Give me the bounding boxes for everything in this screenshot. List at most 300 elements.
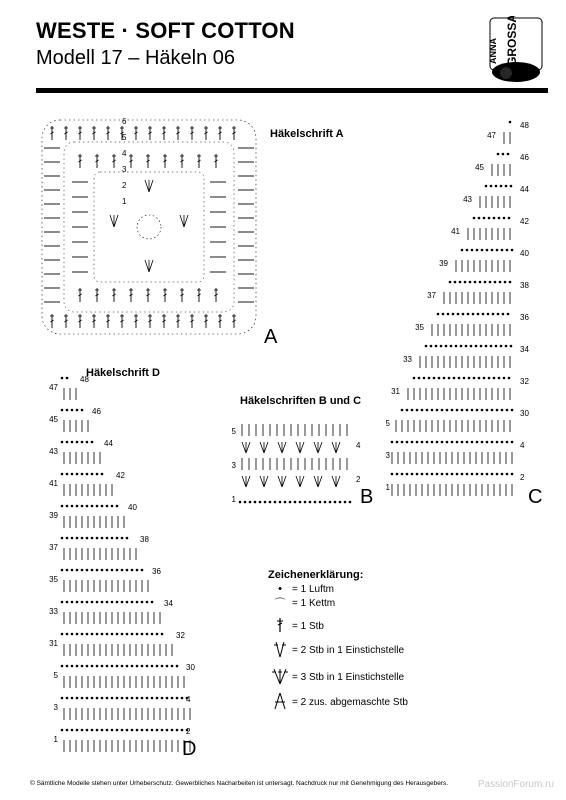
row-number: 39 [49, 511, 58, 520]
chain-mark [279, 501, 282, 504]
row-number: 32 [520, 377, 529, 386]
chain-mark [481, 409, 484, 412]
chain-mark [176, 665, 179, 668]
row-number: 42 [520, 217, 529, 226]
chain-mark [487, 313, 490, 316]
legend-title: Zeichenerklärung: [268, 569, 364, 581]
chain-mark [456, 409, 459, 412]
chain-mark [334, 501, 337, 504]
chain-mark [146, 697, 149, 700]
chain-mark [116, 729, 119, 732]
chain-mark [76, 633, 79, 636]
chain-mark [86, 633, 89, 636]
row-number: 38 [520, 281, 529, 290]
chain-mark [480, 345, 483, 348]
chain-mark [476, 441, 479, 444]
chain-mark [121, 537, 124, 540]
chain-mark [478, 377, 481, 380]
chain-mark [481, 249, 484, 252]
chain-mark [339, 501, 342, 504]
row-number: 43 [463, 195, 472, 204]
chain-mark [76, 569, 79, 572]
row-number: 5 [231, 427, 236, 436]
chain-mark [435, 345, 438, 348]
chain-mark [151, 697, 154, 700]
chain-mark [460, 345, 463, 348]
chain-mark [503, 377, 506, 380]
row-number: 46 [520, 153, 529, 162]
chain-mark [76, 601, 79, 604]
chain-mark [181, 697, 184, 700]
chain-mark [436, 409, 439, 412]
chain-mark [433, 377, 436, 380]
stitch-mark [114, 215, 118, 227]
legend-row: = 3 Stb in 1 Einstichstelle [268, 667, 468, 688]
chain-mark [506, 473, 509, 476]
row-number: 6 [122, 117, 127, 126]
stitch-mark [282, 476, 286, 487]
chain-mark [426, 473, 429, 476]
chain-mark [416, 441, 419, 444]
watermark: PassionForum.ru [477, 779, 554, 790]
chain-mark [416, 409, 419, 412]
header-rule [36, 88, 548, 93]
chain-mark [61, 537, 64, 540]
chain-mark [61, 633, 64, 636]
chain-mark [126, 537, 129, 540]
chain-mark [96, 665, 99, 668]
chain-mark [171, 729, 174, 732]
chain-mark [496, 473, 499, 476]
chain-mark [151, 601, 154, 604]
stitch-mark [149, 260, 153, 272]
stitch-mark [336, 476, 340, 487]
chain-mark [497, 313, 500, 316]
chain-mark [481, 473, 484, 476]
row-number: 41 [451, 227, 460, 236]
chain-mark [71, 601, 74, 604]
chain-mark [66, 665, 69, 668]
stitch-mark [314, 442, 318, 453]
chain-mark [101, 537, 104, 540]
chart-d-label: Häkelschrift D [86, 367, 160, 379]
chart-c-letter: C [528, 486, 543, 508]
chain-mark [66, 505, 69, 508]
row-number: 44 [520, 185, 529, 194]
copyright-note: © Sämtliche Modelle stehen unter Urheberschutz. Gewerbliches Nacharbeiten ist untersagt. Nachdruck nur mit Genehmigung des Herausgebers. [30, 780, 449, 787]
chain-mark [126, 697, 129, 700]
chain-mark [511, 409, 514, 412]
stitch-mark [242, 442, 246, 453]
chain-mark [319, 501, 322, 504]
chain-mark [426, 409, 429, 412]
row-number: 30 [186, 663, 195, 672]
stitch-mark [336, 442, 340, 453]
chain-mark [431, 441, 434, 444]
chain-mark [490, 345, 493, 348]
row-number: 2 [186, 727, 191, 736]
chain-mark [452, 313, 455, 316]
chain-mark [502, 313, 505, 316]
stb-icon [268, 617, 292, 636]
chain-mark [421, 441, 424, 444]
chain-mark [456, 441, 459, 444]
chain-mark [421, 473, 424, 476]
chain-mark [61, 441, 64, 444]
stitch-mark [149, 180, 153, 192]
chain-mark [81, 505, 84, 508]
chart-d-diagram [40, 366, 200, 766]
chain-mark [131, 601, 134, 604]
chain-mark [471, 441, 474, 444]
chain-mark [466, 249, 469, 252]
chain-mark [121, 665, 124, 668]
legend-row: = 2 Stb in 1 Einstichstelle [268, 640, 468, 661]
chain-mark [406, 473, 409, 476]
chain-mark [413, 377, 416, 380]
row-number: 39 [439, 259, 448, 268]
chain-mark [66, 697, 69, 700]
chain-mark [507, 313, 510, 316]
chain-mark [176, 697, 179, 700]
chain-mark [477, 313, 480, 316]
chain-mark [166, 665, 169, 668]
chain-mark [486, 441, 489, 444]
chain-mark [461, 409, 464, 412]
row-number: 37 [49, 543, 58, 552]
chain-mark [91, 505, 94, 508]
chain-mark [106, 665, 109, 668]
chain-mark [510, 185, 513, 188]
chain-mark [66, 441, 69, 444]
chain-mark [141, 569, 144, 572]
chain-mark [349, 501, 352, 504]
chain-mark [86, 665, 89, 668]
chain-mark [61, 409, 64, 412]
row-number: 2 [356, 475, 361, 484]
chain-mark [495, 345, 498, 348]
chain-mark [391, 441, 394, 444]
chain-mark [495, 185, 498, 188]
stitch-mark [332, 476, 336, 487]
chain-mark [101, 505, 104, 508]
chain-mark [71, 665, 74, 668]
chain-mark [488, 217, 491, 220]
chain-mark [446, 441, 449, 444]
chain-mark [486, 249, 489, 252]
chain-mark [496, 409, 499, 412]
chain-mark [101, 569, 104, 572]
chart-c-diagram [380, 112, 543, 510]
chain-mark [106, 505, 109, 508]
chain-mark [309, 501, 312, 504]
chain-mark [156, 665, 159, 668]
chain-mark [76, 409, 79, 412]
chain-mark [116, 569, 119, 572]
chain-mark [505, 345, 508, 348]
chain-mark [121, 729, 124, 732]
row-number: 42 [116, 471, 125, 480]
chain-mark [501, 249, 504, 252]
chain-mark [289, 501, 292, 504]
chain-mark [71, 473, 74, 476]
chain-mark [465, 345, 468, 348]
chain-mark [86, 505, 89, 508]
chain-mark [116, 665, 119, 668]
chain-mark [461, 473, 464, 476]
chain-mark [76, 473, 79, 476]
chain-mark [116, 601, 119, 604]
chain-mark [91, 569, 94, 572]
stitch-mark [260, 442, 264, 453]
chain-mark [401, 409, 404, 412]
chain-mark [456, 473, 459, 476]
chain-mark [450, 345, 453, 348]
chain-mark [451, 473, 454, 476]
chain-mark [106, 697, 109, 700]
row-number: 34 [164, 599, 173, 608]
chain-mark [91, 473, 94, 476]
chain-mark [462, 313, 465, 316]
stitch-mark [318, 442, 322, 453]
chain-mark [455, 345, 458, 348]
chain-mark [269, 501, 272, 504]
chain-mark [411, 441, 414, 444]
chain-mark [126, 633, 129, 636]
chain-mark [111, 569, 114, 572]
chain-mark [141, 633, 144, 636]
chain-mark [91, 633, 94, 636]
chain-mark [510, 345, 513, 348]
chain-mark [423, 377, 426, 380]
chain-mark [71, 537, 74, 540]
chain-mark [86, 441, 89, 444]
chain-mark [470, 345, 473, 348]
chain-mark [91, 441, 94, 444]
stitch-mark [246, 476, 250, 487]
chain-mark [244, 501, 247, 504]
chain-mark [401, 441, 404, 444]
chain-mark [71, 633, 74, 636]
chain-mark [116, 505, 119, 508]
stitch-mark [260, 476, 264, 487]
chain-mark [96, 601, 99, 604]
chain-mark [141, 665, 144, 668]
chain-mark [71, 409, 74, 412]
chain-mark [141, 729, 144, 732]
chain-mark [411, 473, 414, 476]
row-number: 31 [391, 387, 400, 396]
chain-mark [466, 409, 469, 412]
chain-mark [156, 633, 159, 636]
legend-row: • = 1 Luftm [268, 583, 468, 595]
chart-d-letter: D [182, 738, 197, 760]
chain-mark [254, 501, 257, 504]
chain-mark [458, 377, 461, 380]
chain-mark [86, 729, 89, 732]
chain-mark [476, 249, 479, 252]
chain-mark [86, 537, 89, 540]
row-number: 1 [122, 197, 127, 206]
chain-mark [161, 633, 164, 636]
chain-mark [441, 441, 444, 444]
row-number: 1 [385, 483, 390, 492]
chain-mark [421, 409, 424, 412]
legend-row: ⌒ = 1 Kettm [268, 595, 468, 611]
chain-mark [171, 665, 174, 668]
chain-mark [486, 409, 489, 412]
row-number: 33 [49, 607, 58, 616]
chain-mark [471, 409, 474, 412]
chain-mark [131, 665, 134, 668]
chain-mark [478, 217, 481, 220]
chain-mark [449, 281, 452, 284]
chain-mark [396, 441, 399, 444]
chain-mark [71, 569, 74, 572]
chain-mark [106, 537, 109, 540]
row-number: 38 [140, 535, 149, 544]
chain-mark [156, 729, 159, 732]
chain-mark [86, 601, 89, 604]
chain-mark [396, 473, 399, 476]
chain-mark [344, 501, 347, 504]
chart-b-diagram [226, 418, 366, 510]
chain-mark [146, 601, 149, 604]
chain-mark [71, 729, 74, 732]
chain-mark [66, 729, 69, 732]
chain-mark [86, 569, 89, 572]
row-number: 35 [49, 575, 58, 584]
stitch-mark [184, 215, 188, 227]
legend [268, 569, 468, 713]
chain-mark [264, 501, 267, 504]
chain-mark [476, 409, 479, 412]
chain-mark [441, 473, 444, 476]
chain-mark [81, 697, 84, 700]
chain-mark [482, 313, 485, 316]
chain-mark [146, 729, 149, 732]
chain-mark [121, 601, 124, 604]
chain-mark [249, 501, 252, 504]
chain-mark [91, 729, 94, 732]
chain-mark [508, 377, 511, 380]
row-number: 4 [356, 441, 361, 450]
chain-mark [438, 377, 441, 380]
chain-mark [71, 505, 74, 508]
chain-mark [156, 697, 159, 700]
chain-mark [61, 729, 64, 732]
chain-mark [329, 501, 332, 504]
stitch-mark [145, 260, 149, 272]
decrease-icon [268, 692, 292, 713]
chain-mark [126, 569, 129, 572]
chain-mark [466, 441, 469, 444]
row-number: 5 [122, 133, 127, 142]
chain-mark [66, 569, 69, 572]
round-outline [64, 142, 234, 312]
chain-mark [111, 665, 114, 668]
chain-mark [418, 377, 421, 380]
chain-mark [511, 473, 514, 476]
chain-mark [126, 665, 129, 668]
row-number: 43 [49, 447, 58, 456]
row-number: 3 [231, 461, 236, 470]
row-number: 3 [385, 451, 390, 460]
chart-b-letter: B [360, 486, 374, 508]
row-number: 47 [49, 383, 58, 392]
stitch-mark [296, 442, 300, 453]
chain-mark [61, 505, 64, 508]
row-number: 5 [53, 671, 58, 680]
chain-mark [446, 473, 449, 476]
chain-mark [299, 501, 302, 504]
stitch-mark [264, 442, 268, 453]
chain-mark [76, 505, 79, 508]
stitch-mark [264, 476, 268, 487]
chain-mark [141, 697, 144, 700]
chain-mark [509, 121, 512, 124]
chain-mark [314, 501, 317, 504]
chain-mark [479, 281, 482, 284]
chain-mark [106, 729, 109, 732]
chain-mark [500, 185, 503, 188]
chain-mark [401, 473, 404, 476]
chain-mark [469, 281, 472, 284]
row-number: 30 [520, 409, 529, 418]
chain-mark [81, 473, 84, 476]
stitch-mark [246, 442, 250, 453]
chain-mark [501, 409, 504, 412]
chain-mark [457, 313, 460, 316]
chain-mark [106, 601, 109, 604]
three-stb-icon [268, 667, 292, 688]
chain-mark [161, 697, 164, 700]
chain-mark [116, 697, 119, 700]
chain-mark [61, 473, 64, 476]
row-number: 35 [415, 323, 424, 332]
stitch-mark [278, 476, 282, 487]
stitch-mark [318, 476, 322, 487]
arc-icon: ⌒ [274, 598, 286, 610]
chain-mark [391, 473, 394, 476]
chain-mark [239, 501, 242, 504]
chain-mark [71, 441, 74, 444]
stitch-mark [300, 476, 304, 487]
chain-mark [91, 601, 94, 604]
row-number: 36 [152, 567, 161, 576]
chain-mark [454, 281, 457, 284]
chain-mark [489, 281, 492, 284]
chain-mark [96, 729, 99, 732]
chart-a-letter: A [264, 326, 278, 348]
chain-mark [81, 601, 84, 604]
chain-mark [494, 281, 497, 284]
chain-mark [151, 665, 154, 668]
chain-mark [101, 601, 104, 604]
svg-text:ANNA: ANNA [488, 38, 498, 64]
chain-mark [76, 697, 79, 700]
chain-mark [490, 185, 493, 188]
chain-mark [484, 281, 487, 284]
row-number: 37 [427, 291, 436, 300]
chain-mark [501, 473, 504, 476]
page-subtitle: Modell 17 – Häkeln 06 [36, 47, 236, 69]
chain-mark [473, 377, 476, 380]
chain-mark [507, 153, 510, 156]
chain-mark [491, 409, 494, 412]
chain-mark [171, 697, 174, 700]
chain-mark [121, 633, 124, 636]
